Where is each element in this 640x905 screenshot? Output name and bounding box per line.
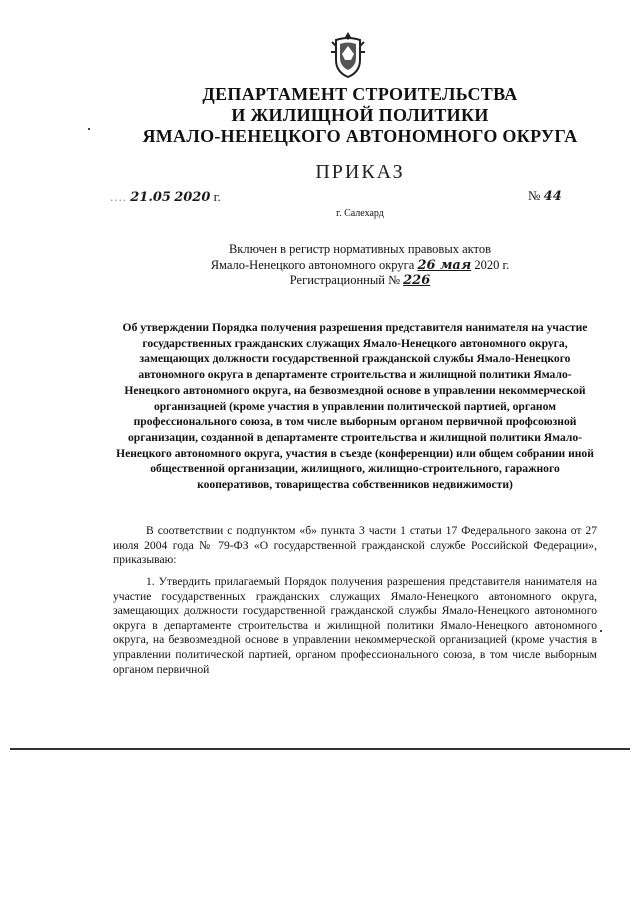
- department-header: [60, 84, 640, 147]
- department-name-line-3: ЯМАЛО-НЕНЕЦКОГО АВТОНОМНОГО ОКРУГА: [142, 126, 578, 146]
- department-name-line-2: И ЖИЛИЩНОЙ ПОЛИТИКИ: [231, 105, 489, 125]
- registration-date-handwritten: 26 мая: [417, 257, 472, 273]
- order-city: г. Салехард: [336, 208, 384, 219]
- document-type: ПРИКАЗ: [315, 161, 405, 183]
- order-year-handwritten: 2020: [174, 190, 211, 205]
- clause-1-paragraph: 1. Утвердить прилагаемый Порядок получения разрешения представителя нанимателя на участие государственных гражданских служащих Ямало-Ненецкого автономного округа, замещающих должности государственной гражданской службы Ямало-Ненецкого автономного округа в департаменте строительства и жилищной политики Ямало-Ненецкого автономного округа, на безвозмездной основе в управлении некоммерческой организацией (кроме участия в управлении политической партией, органом профессионального союза, в том числе выборным органом первичной: [113, 575, 597, 676]
- order-date-handwritten: 21.05: [130, 190, 171, 205]
- page-bottom-rule: [10, 748, 630, 750]
- order-date: .... 21.05 2020 г.: [110, 189, 221, 205]
- scan-artifact: [600, 630, 602, 632]
- preamble-paragraph: В соответствии с подпунктом «б» пункта 3 части 1 статьи 17 Федерального закона от 27 июля 2004 года № 79-ФЗ «О государственной гражданской службе Российской Федерации», приказываю:: [113, 524, 597, 567]
- registration-line-3: [60, 273, 640, 289]
- registration-line-1: Включен в регистр нормативных правовых актов: [228, 242, 492, 256]
- order-number-handwritten: 44: [543, 189, 562, 204]
- order-title: Об утверждении Порядка получения разрешения представителя нанимателя на участие государственных гражданских служащих Ямало-Ненецкого автономного округа, замещающих должности государственной гражданской службы Ямало-Ненецкого автономного округа в департаменте строительства и жилищной политики Ямало-Ненецкого автономного округа, на безвозмездной основе в управлении некоммерческой организацией (кроме участия в управлении политической партией, органом профессионального союза, в том числе выборным органом первичной профсоюзной организации, созданной в департаменте строительства и жилищной политики Ямало-Ненецкого автономного округа, участия в съезде (конференции) или общем собрании иной общественной организации, жилищного, жилищно-строительного, гаражного кооперативов, товарищества собственников недвижимости): [116, 321, 594, 492]
- registration-number-prefix: Регистрационный №: [289, 273, 400, 287]
- registration-stamp: [60, 242, 640, 289]
- department-name-line-1: ДЕПАРТАМЕНТ СТРОИТЕЛЬСТВА: [202, 84, 518, 104]
- registration-line-2-suffix: 2020 г.: [474, 257, 510, 272]
- registration-line-2-prefix: Ямало-Ненецкого автономного округа: [210, 257, 415, 272]
- registration-line-2: [60, 258, 640, 274]
- registration-number-handwritten: 226: [403, 273, 431, 288]
- order-number: [528, 188, 562, 204]
- order-year-suffix: г.: [213, 189, 221, 204]
- coat-of-arms-icon: [328, 30, 368, 80]
- scan-artifact: [88, 128, 90, 130]
- order-number-prefix: №: [528, 188, 541, 203]
